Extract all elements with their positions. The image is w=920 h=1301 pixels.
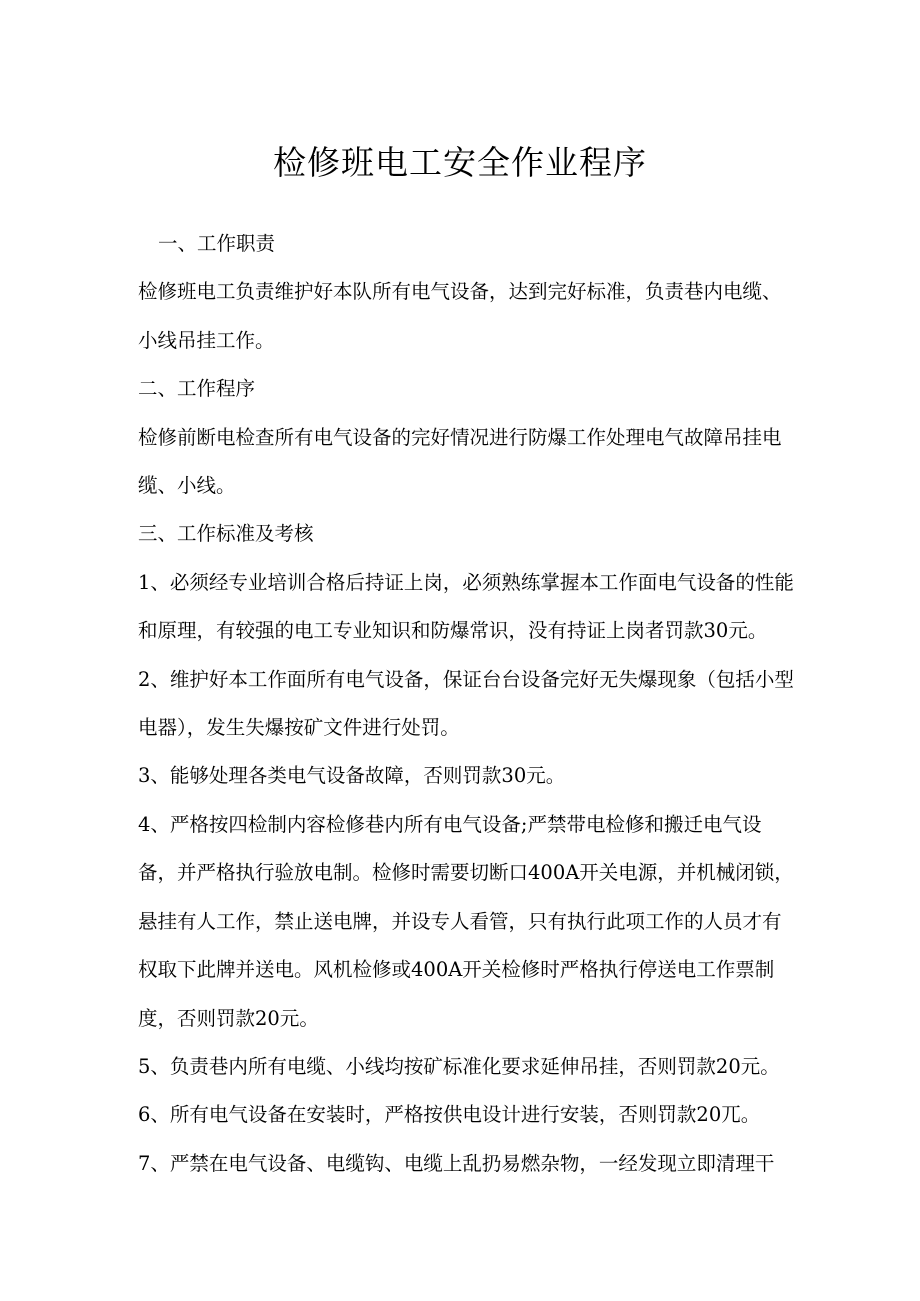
list-item: 4、严格按四检制内容检修巷内所有电气设备;严禁带电检修和搬迁电气设备，并严格执行验放电制。检修时需要切断口400A开关电源，并机械闭锁，悬挂有人工作，禁止送电牌，并设专人看管，只有执行此项工作的人员才有权取下此牌并送电。风机检修或400A开关检修时严格执行停送电工作票制度，否则罚款20元。 [138,812,794,1030]
paragraph-duties: 检修班电工负责维护好本队所有电气设备，达到完好标准，负责巷内电缆、小线吊挂工作。 [138,280,782,352]
section-heading-standards: 三、工作标准及考核 [138,522,314,546]
page-title: 检修班电工安全作业程序 [273,143,647,182]
paragraph-procedure: 检修前断电检查所有电气设备的完好情况进行防爆工作处理电气故障吊挂电缆、小线。 [138,425,782,498]
list-item: 3、能够处理各类电气设备故障，否则罚款30元。 [138,764,566,788]
list-item: 6、所有电气设备在安装时，严格按供电设计进行安装，否则罚款20兀。 [138,1103,761,1127]
section-heading-duties: 一、工作职责 [158,232,276,255]
list-item: 5、负责巷内所有电缆、小线均按矿标准化要求延伸吊挂，否则罚款20元。 [138,1054,780,1078]
document-body [138,220,798,1188]
list-item: 2、维护好本工作面所有电气设备，保证台台设备完好无失爆现象（包括小型电器），发生失爆按矿文件进行处罚。 [138,667,794,740]
section-heading-procedure: 二、工作程序 [138,377,256,401]
list-item: 1、必须经专业培训合格后持证上岗，必须熟练掌握本工作面电气设备的性能和原理，有较强的电工专业知识和防爆常识，没有持证上岗者罚款30元。 [138,570,794,643]
list-item: 7、严禁在电气设备、电缆钩、电缆上乱扔易燃杂物，一经发现立即清理干 [138,1151,775,1175]
